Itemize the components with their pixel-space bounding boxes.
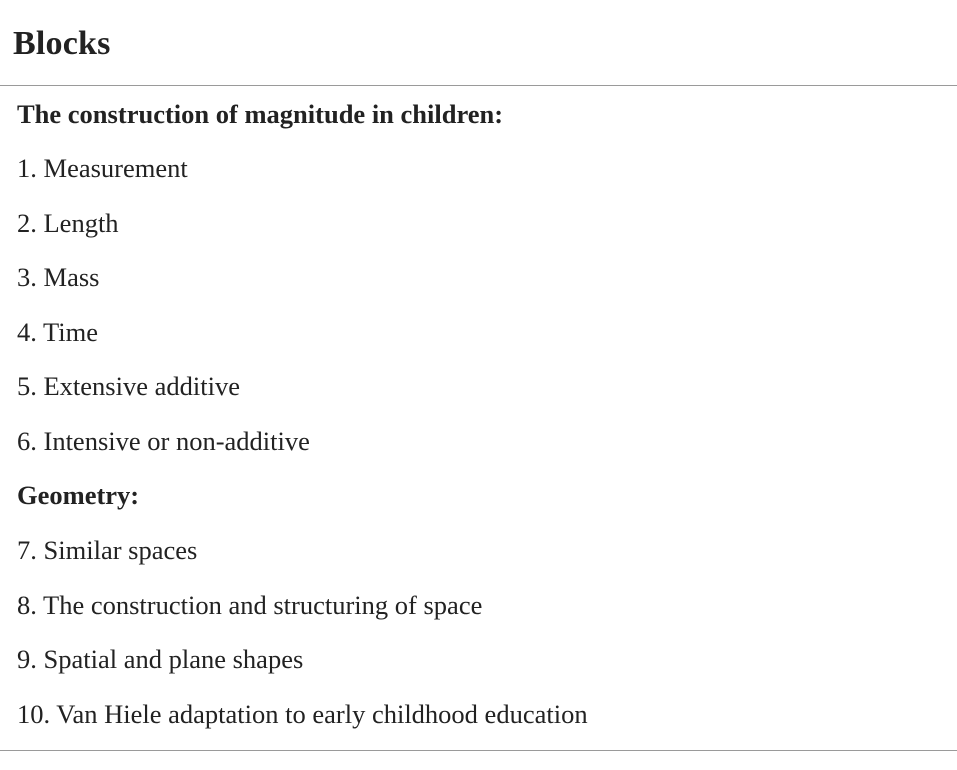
table-row: 9. Spatial and plane shapes (17, 644, 304, 674)
table-row: 3. Mass (17, 262, 100, 292)
table-header (0, 0, 957, 86)
table-row: 1. Measurement (17, 153, 188, 183)
table-row: 5. Extensive additive (17, 371, 240, 401)
table-row: 8. The construction and structuring of space (17, 590, 483, 620)
table-row: 4. Time (17, 317, 99, 347)
table-row: 7. Similar spaces (17, 535, 198, 565)
table-row: 6. Intensive or non-additive (17, 426, 310, 456)
section-heading-geometry: Geometry: (17, 480, 140, 510)
table-header-title: Blocks (13, 25, 111, 62)
table-row: 10. Van Hiele adaptation to early childhood education (17, 699, 588, 729)
table-body (0, 86, 957, 751)
section-heading-magnitude: The construction of magnitude in children: (17, 99, 504, 129)
table-row: 2. Length (17, 208, 119, 238)
